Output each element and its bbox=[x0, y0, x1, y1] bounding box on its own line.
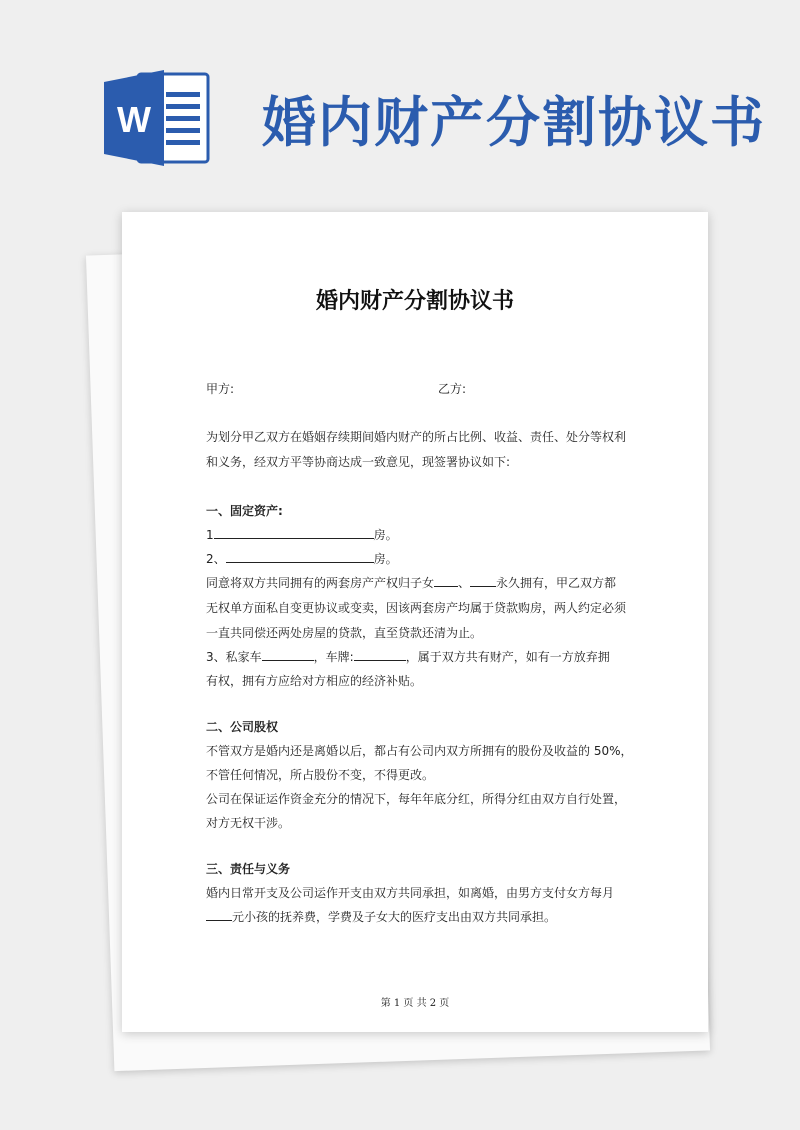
plate-label: ，车牌: bbox=[313, 650, 354, 664]
asset-item-2-blank bbox=[226, 550, 374, 563]
duty-line-2 bbox=[206, 908, 556, 925]
intro-line-1: 为划分甲乙双方在婚姻存续期间婚内财产的所占比例、收益、责任、处分等权利 bbox=[206, 430, 627, 444]
agreement-line-3: 一直共同偿还两处房屋的贷款，直至贷款还清为止。 bbox=[206, 626, 483, 640]
duty-line-1: 婚内日常开支及公司运作开支由双方共同承担，如离婚，由男方支付女方每月 bbox=[206, 886, 615, 900]
document-page bbox=[122, 212, 708, 1032]
duty-line-2-text: 元小孩的抚养费，学费及子女大的医疗支出由双方共同承担。 bbox=[232, 910, 557, 924]
equity-line-3: 公司在保证运作资金充分的情况下，每年年底分红，所得分红由双方自行处置， bbox=[206, 792, 627, 806]
asset-item-2-prefix: 2、 bbox=[206, 552, 226, 566]
asset-item-1-blank bbox=[214, 526, 374, 539]
section-1-heading: 一、固定资产: bbox=[206, 504, 283, 518]
document-title: 婚内财产分割协议书 bbox=[315, 289, 514, 314]
header-banner bbox=[0, 0, 800, 200]
support-amount-blank bbox=[206, 908, 232, 921]
page-number: 第 1 页 共 2 页 bbox=[380, 998, 450, 1009]
equity-line-2: 不管任何情况，所占股份不变，不得更改。 bbox=[206, 768, 435, 782]
asset-item-1-suffix: 房。 bbox=[373, 528, 398, 542]
section-3-heading: 三、责任与义务 bbox=[206, 862, 291, 876]
header-title: 婚内财产分割协议书 bbox=[262, 91, 766, 154]
plate-blank bbox=[354, 648, 406, 661]
asset-item-2-suffix: 房。 bbox=[373, 552, 398, 566]
child-name-blank-1 bbox=[434, 574, 458, 587]
equity-line-4: 对方无权干涉。 bbox=[206, 816, 291, 830]
party-b-label: 乙方: bbox=[438, 382, 467, 396]
asset-item-1-prefix: 1 bbox=[206, 528, 214, 542]
asset-item-1 bbox=[206, 526, 398, 543]
word-letter: W bbox=[117, 99, 151, 140]
car-label: 3、私家车 bbox=[206, 650, 262, 664]
asset-item-2 bbox=[206, 550, 398, 567]
agreement-line-2: 无权单方面私自变更协议或变卖，因该两套房产均属于贷款购房，两人约定必须 bbox=[206, 601, 627, 615]
agreement-line-1-b: 、 bbox=[458, 576, 471, 590]
word-document-icon bbox=[104, 68, 214, 168]
agreement-line-1-a: 同意将双方共同拥有的两套房产产权归子女 bbox=[206, 576, 435, 590]
car-line-1 bbox=[206, 648, 610, 665]
equity-line-1: 不管双方是婚内还是离婚以后，都占有公司内双方所拥有的股份及收益的 50%， bbox=[206, 744, 633, 758]
agreement-line-1 bbox=[206, 574, 616, 591]
agreement-line-1-c: 永久拥有，甲乙双方都 bbox=[496, 576, 617, 590]
child-name-blank-2 bbox=[470, 574, 496, 587]
car-line-2: 有权，拥有方应给对方相应的经济补贴。 bbox=[206, 674, 423, 688]
car-blank bbox=[262, 648, 314, 661]
intro-line-2: 和义务，经双方平等协商达成一致意见，现签署协议如下: bbox=[206, 455, 511, 469]
car-line-1-tail: ，属于双方共有财产，如有一方放弃拥 bbox=[405, 650, 610, 664]
party-a-label: 甲方: bbox=[206, 382, 235, 396]
section-2-heading: 二、公司股权 bbox=[206, 720, 279, 734]
